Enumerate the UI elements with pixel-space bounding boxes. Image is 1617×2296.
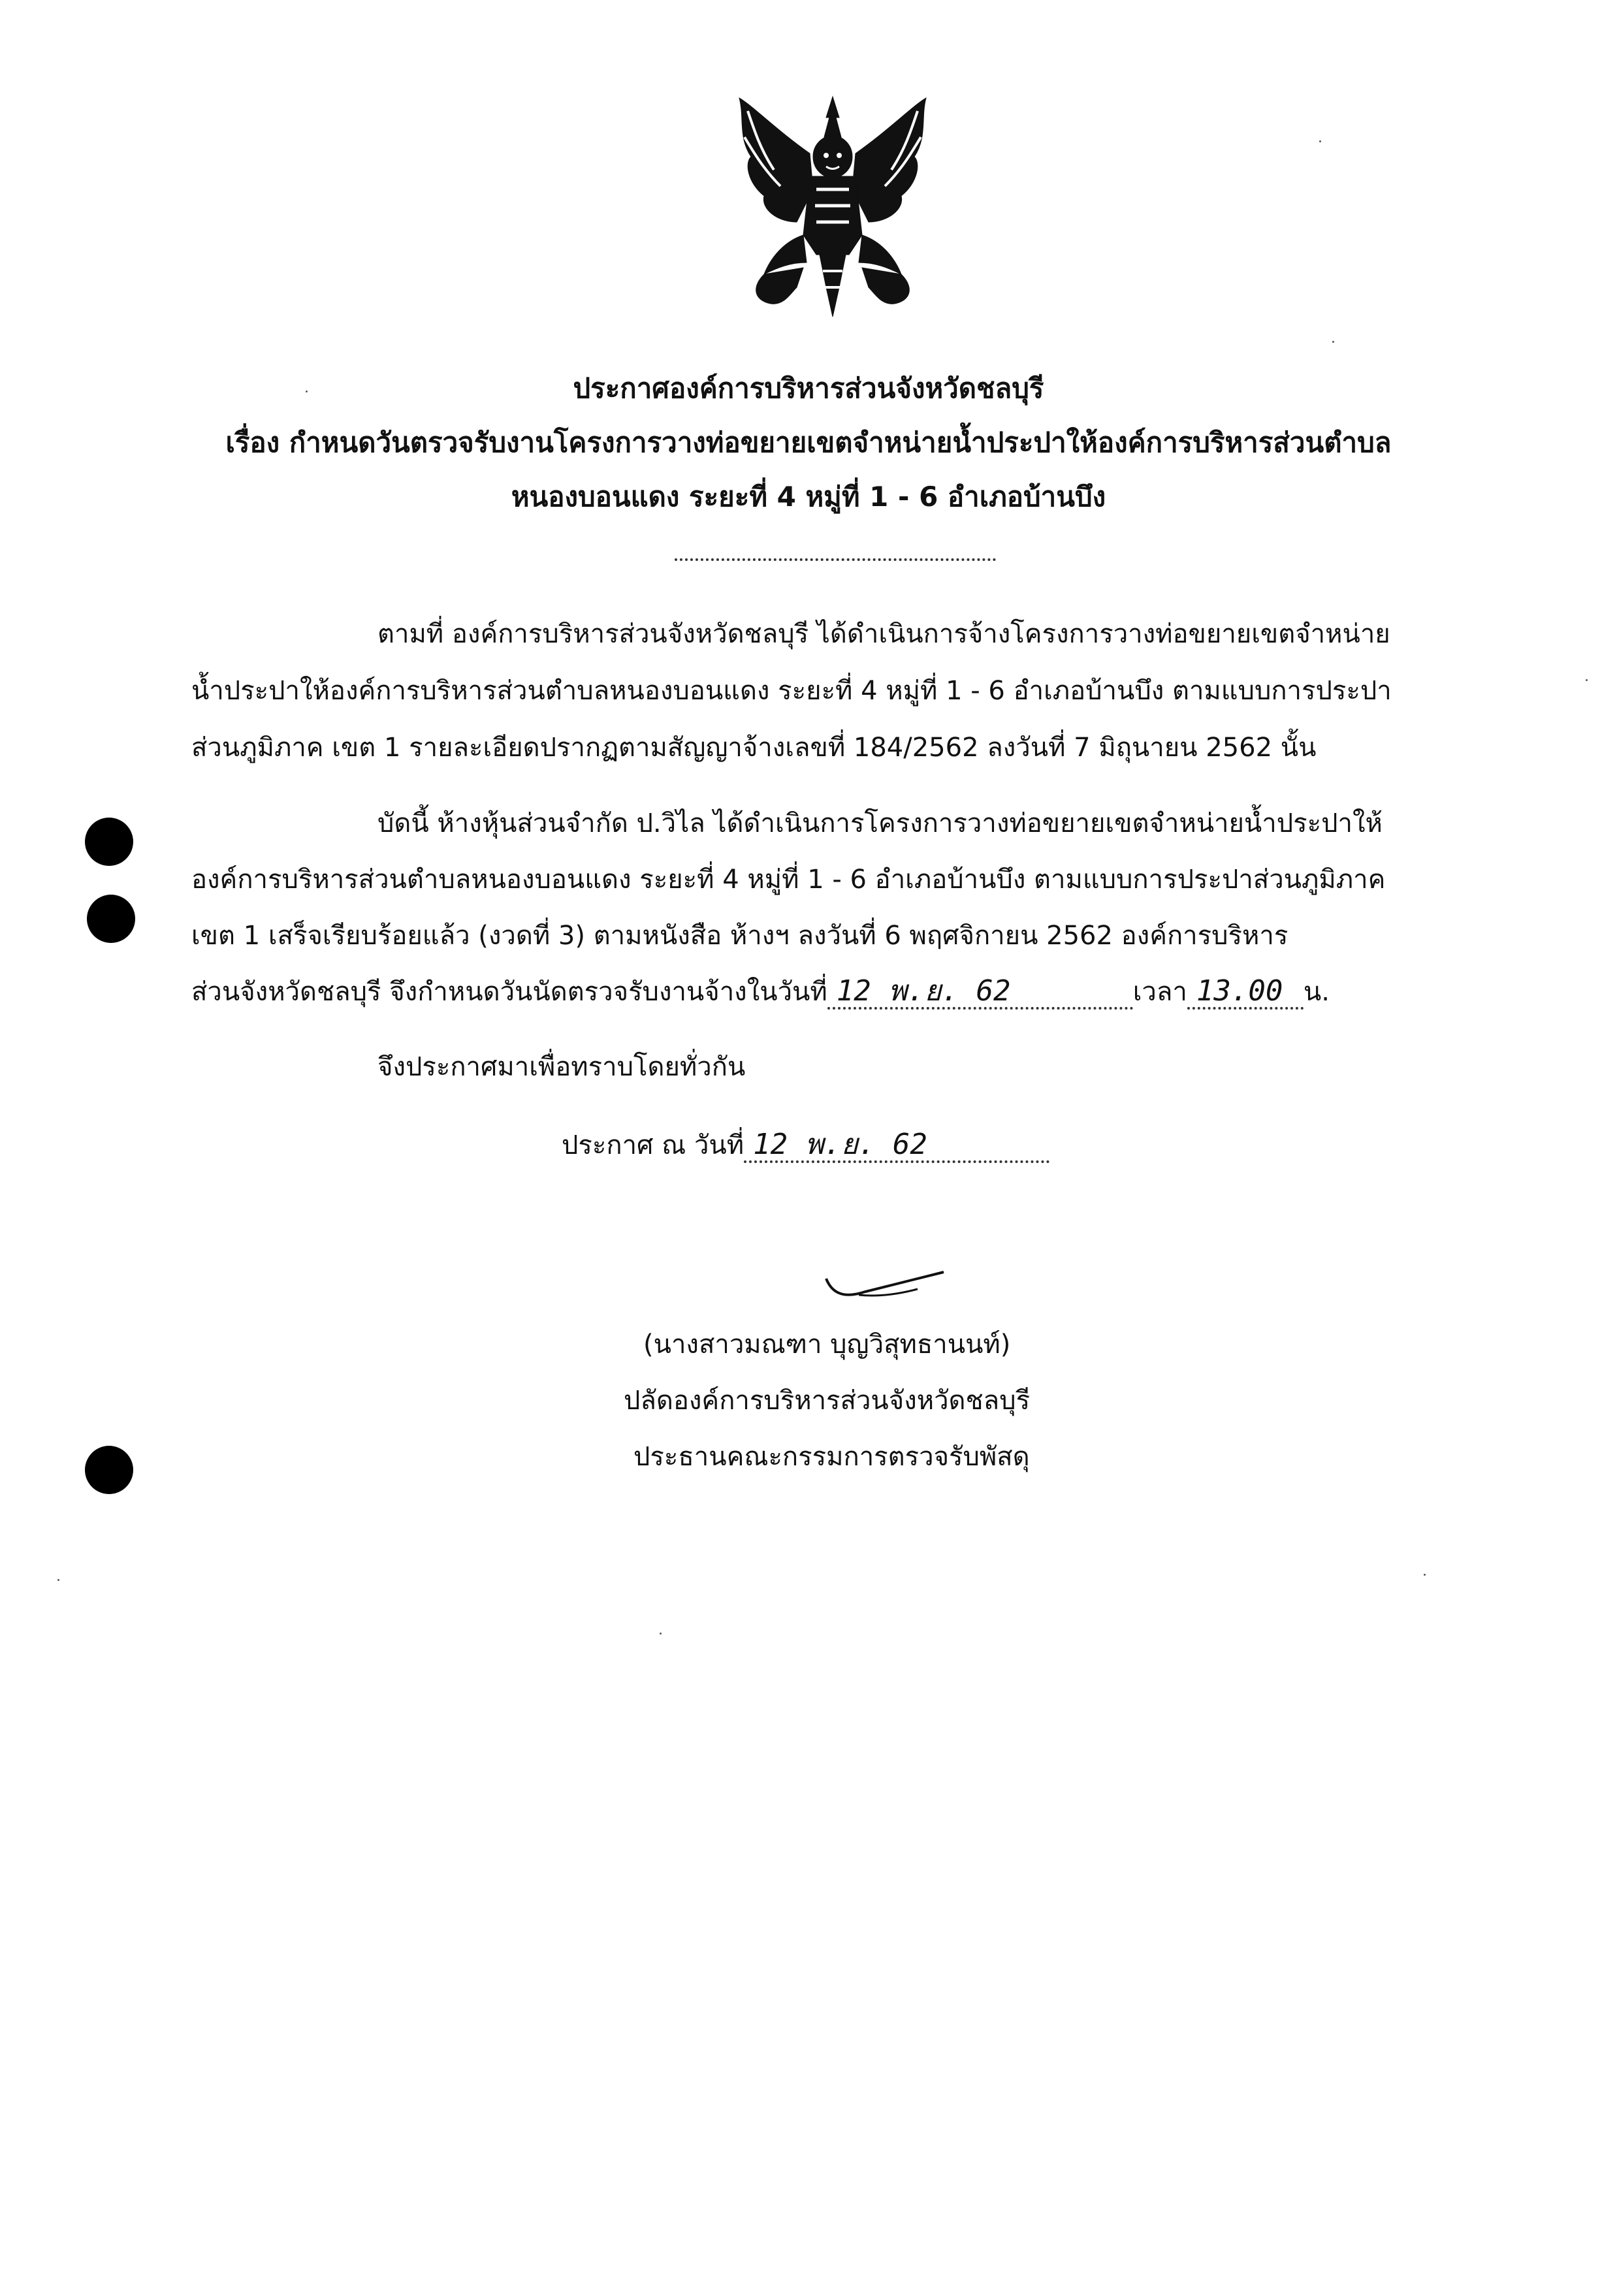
inspection-time-label: เวลา [1132, 977, 1187, 1007]
punch-hole-icon [85, 1446, 133, 1494]
paragraph-2-line-2: องค์การบริหารส่วนตำบลหนองบอนแดง ระยะที่ 4 หมู่ที่ 1 - 6 อำเภอบ้านบึง ตามแบบการประปาส่วนภูมิภาค [191, 865, 1386, 895]
inspection-time-suffix: น. [1303, 977, 1330, 1007]
inspection-date-label: ส่วนจังหวัดชลบุรี จึงกำหนดวันนัดตรวจรับงานจ้างในวันที่ [191, 977, 827, 1007]
announce-date-line [562, 1127, 1049, 1164]
inspection-time-handwritten: 13.00 [1187, 976, 1304, 1010]
scan-speck [660, 1633, 662, 1634]
handwritten-signature-icon [820, 1266, 950, 1305]
scan-speck [57, 1579, 59, 1581]
closing-statement: จึงประกาศมาเพื่อทราบโดยทั่วกัน [377, 1052, 746, 1082]
garuda-emblem-icon [725, 91, 940, 320]
signatory-position-2: ประธานคณะกรรมการตรวจรับพัสดุ [633, 1442, 1030, 1472]
scan-speck [1586, 679, 1588, 681]
inspection-date-handwritten: 12 พ.ย. 62 [827, 976, 1133, 1010]
announce-date-handwritten: 12 พ.ย. 62 [744, 1129, 1049, 1163]
scan-speck [1424, 1574, 1426, 1576]
punch-hole-icon [85, 818, 133, 866]
punch-hole-icon [87, 895, 135, 943]
paragraph-1-line-3: ส่วนภูมิภาค เขต 1 รายละเอียดปรากฏตามสัญญาจ้างเลขที่ 184/2562 ลงวันที่ 7 มิถุนายน 2562 นั้น [191, 733, 1317, 763]
announcement-title: ประกาศองค์การบริหารส่วนจังหวัดชลบุรี [573, 372, 1044, 404]
scan-speck [1319, 140, 1321, 142]
paragraph-1-line-2: น้ำประปาให้องค์การบริหารส่วนตำบลหนองบอนแดง ระยะที่ 4 หมู่ที่ 1 - 6 อำเภอบ้านบึง ตามแบบการประปา [191, 676, 1392, 706]
subject-line-continued: หนองบอนแดง ระยะที่ 4 หมู่ที่ 1 - 6 อำเภอบ้านบึง [511, 481, 1106, 513]
paragraph-1-line-1: ตามที่ องค์การบริหารส่วนจังหวัดชลบุรี ได้ดำเนินการจ้างโครงการวางท่อขยายเขตจำหน่าย [377, 619, 1390, 649]
paragraph-2-line-3: เขต 1 เสร็จเรียบร้อยแล้ว (งวดที่ 3) ตามหนังสือ ห้างฯ ลงวันที่ 6 พฤศจิกายน 2562 องค์การบริหาร [191, 921, 1289, 951]
signatory-name: (นางสาวมณฑา บุญวิสุทธานนท์) [643, 1330, 1011, 1360]
scan-speck [1332, 341, 1334, 343]
scan-speck [306, 391, 308, 392]
paragraph-2-line-4 [191, 974, 1330, 1010]
title-separator [675, 558, 996, 561]
announce-date-label: ประกาศ ณ วันที่ [562, 1130, 744, 1160]
signatory-position-1: ปลัดองค์การบริหารส่วนจังหวัดชลบุรี [624, 1386, 1031, 1416]
subject-line: เรื่อง กำหนดวันตรวจรับงานโครงการวางท่อขยายเขตจำหน่ายน้ำประปาให้องค์การบริหารส่วนตำบล [225, 426, 1392, 458]
paragraph-2-line-1: บัดนี้ ห้างหุ้นส่วนจำกัด ป.วิไล ได้ดำเนินการโครงการวางท่อขยายเขตจำหน่ายน้ำประปาให้ [377, 808, 1383, 838]
